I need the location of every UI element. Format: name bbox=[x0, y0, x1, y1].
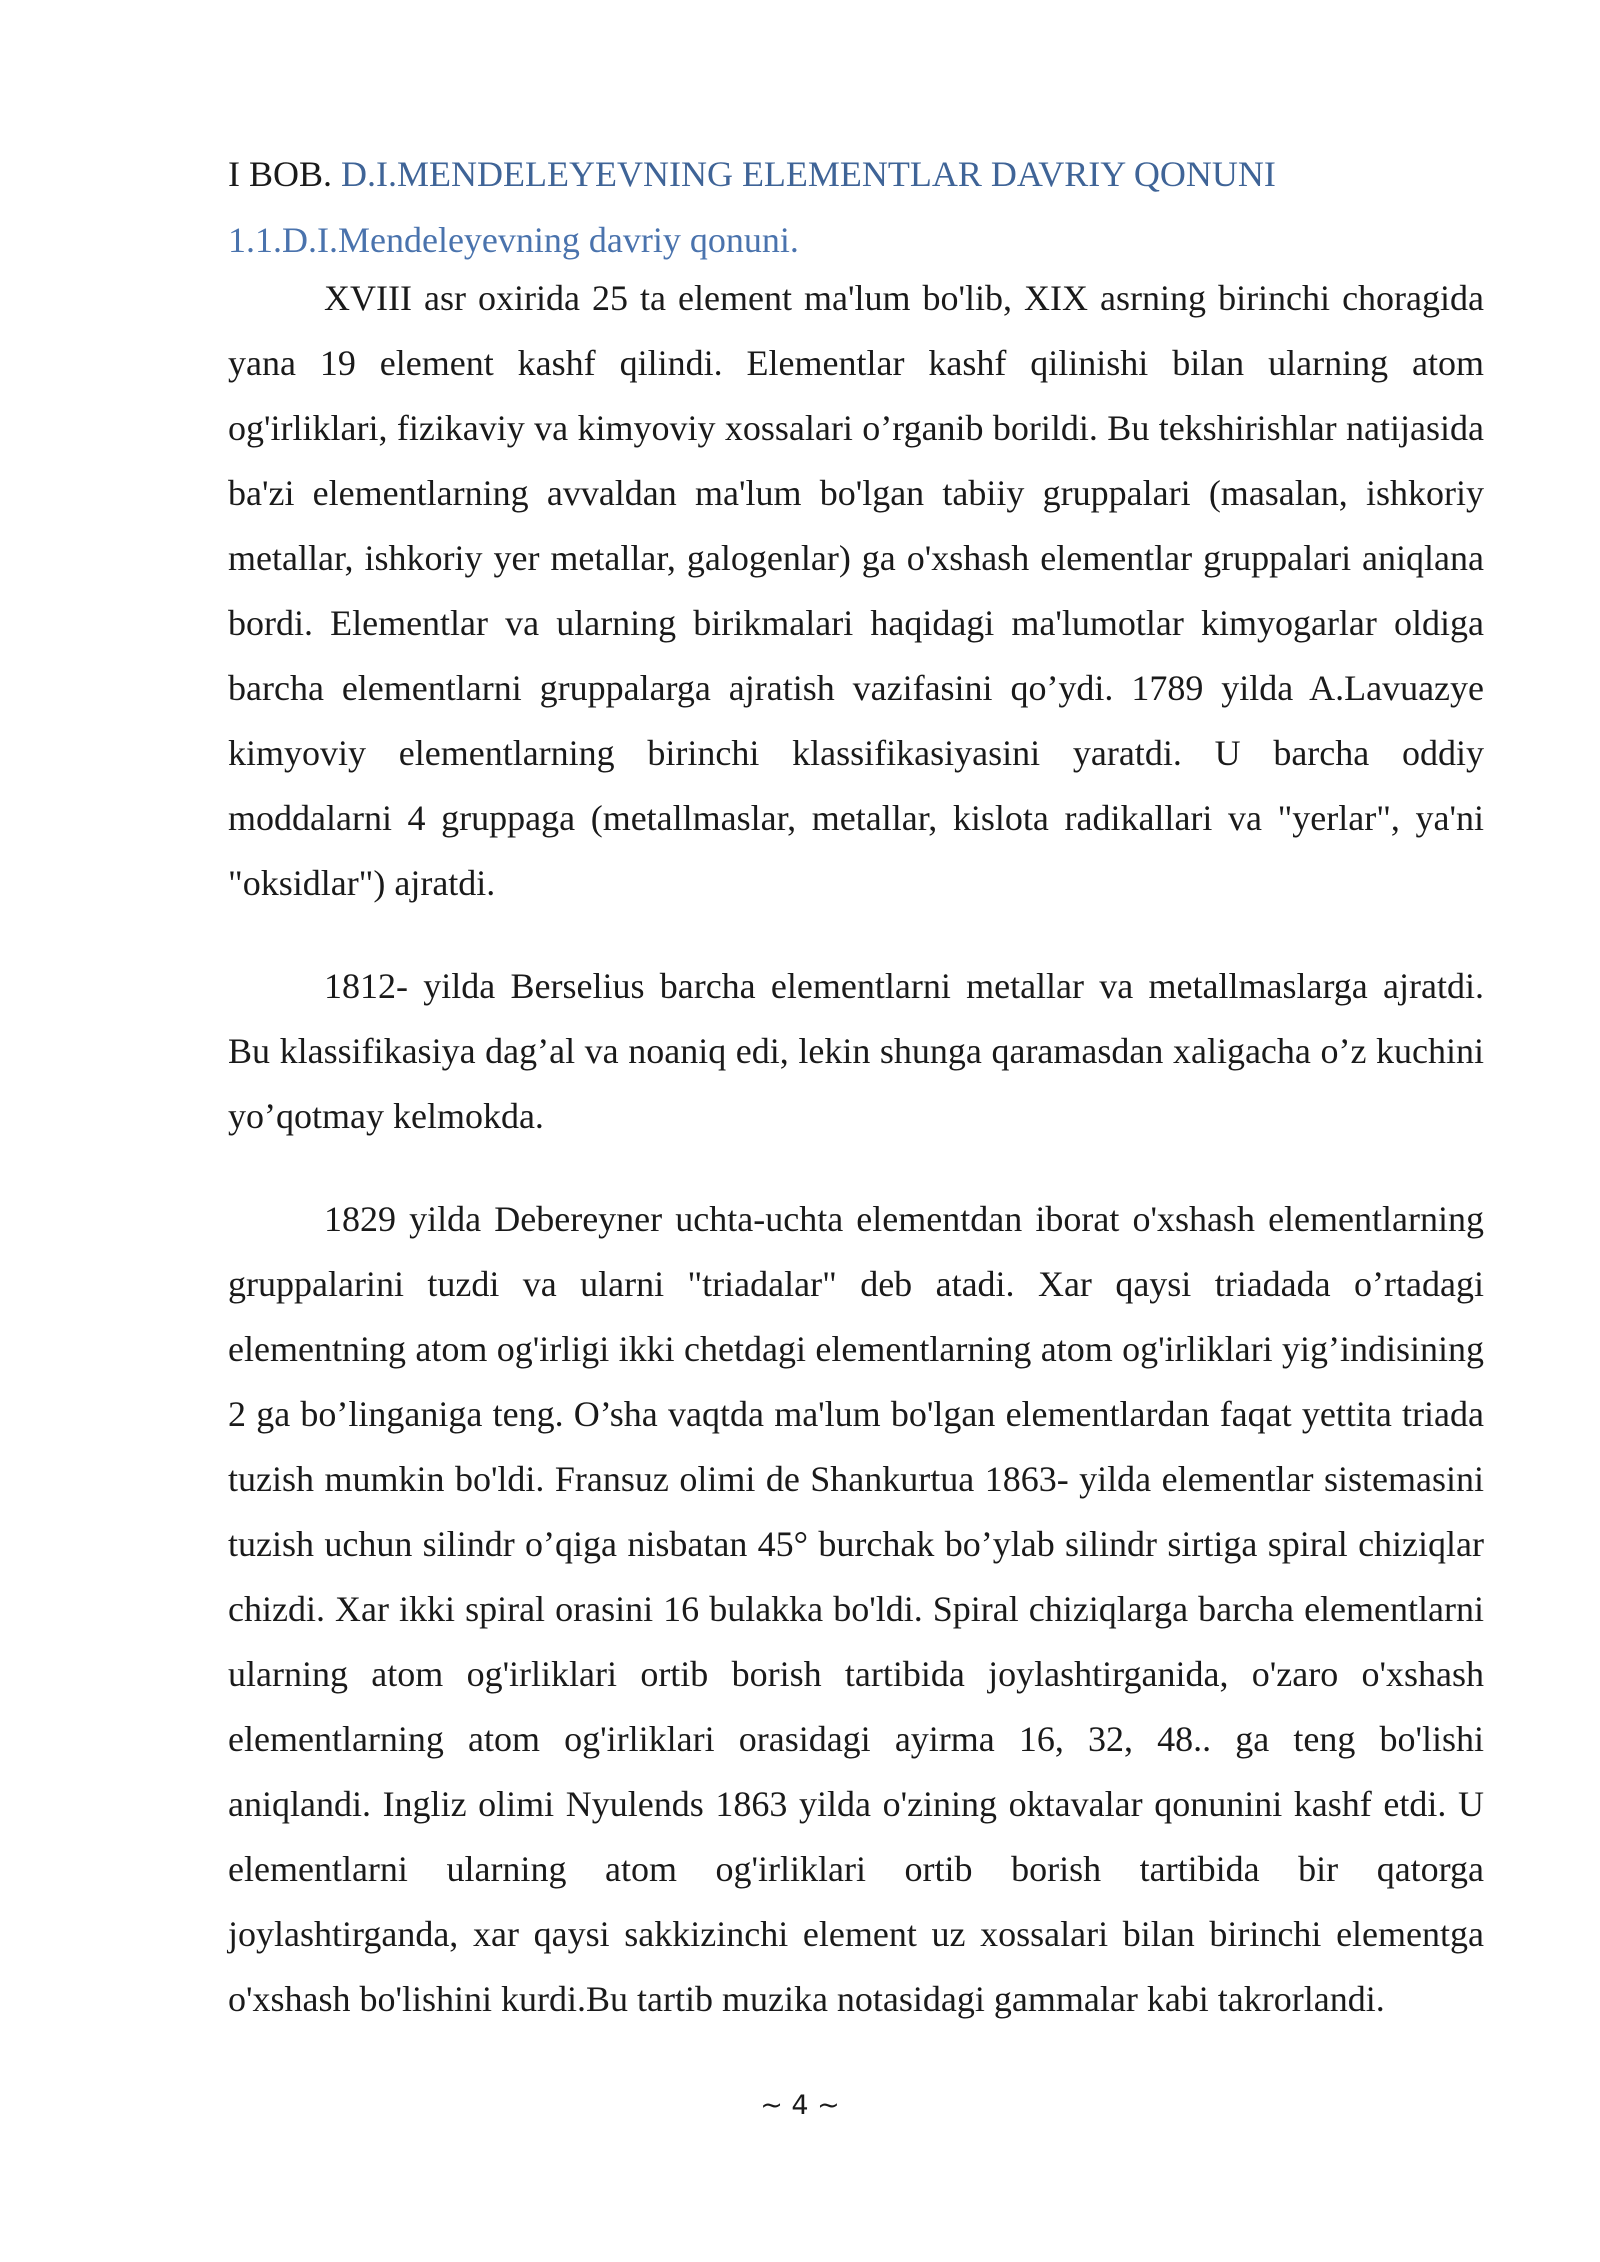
paragraph-3: 1829 yilda Debereyner uchta-uchta elementdan iborat o'xshash elementlarning gruppalarini tuzdi va ularni "triadalar" deb atadi. Xar qaysi triadada o’rtadagi elementning atom og'irligi ikki chetdagi elementlarning atom og'irliklari yig’indisining 2 ga bo’linganiga teng. O’sha vaqtda ma'lum bo'lgan elementlardan faqat yettita triada tuzish mumkin bo'ldi. Fransuz olimi de Shankurtua 1863- yilda elementlar sistemasini tuzish uchun silindr o’qiga nisbatan 45° burchak bo’ylab silindr sirtiga spiral chiziqlar chizdi. Xar ikki spiral orasini 16 bulakka bo'ldi. Spiral chiziqlarga barcha elementlarni ularning atom og'irliklari ortib borish tartibida joylashtirganida, o'zaro o'xshash elementlarning atom og'irliklari orasidagi ayirma 16, 32, 48.. ga teng bo'lishi aniqlandi. Ingliz olimi Nyulends 1863 yilda o'zining oktavalar qonunini kashf etdi. U elementlarni ularning atom og'irliklari ortib borish tartibida bir qatorga joylashtirganda, xar qaysi sakkizinchi element uz xossalari bilan birinchi elementga o'xshash bo'lishini kurdi.Bu tartib muzika notasidagi gammalar kabi takrorlandi. bbox=[228, 1199, 1484, 2019]
document-page bbox=[228, 148, 1484, 2032]
chapter-title-text: D.I.MENDELEYEVNING ELEMENTLAR DAVRIY QONUNI bbox=[341, 154, 1276, 194]
chapter-title bbox=[228, 148, 1484, 200]
paragraph-2: 1812- yilda Berselius barcha elementlarni metallar va metallmaslarga ajratdi. Bu klassifikasiya dag’al va noaniq edi, lekin shunga qaramasdan xaligacha o’z kuchini yo’qotmay kelmokda. bbox=[228, 966, 1484, 1136]
section-title: 1.1.D.I.Mendeleyevning davriy qonuni. bbox=[228, 220, 799, 260]
paragraph-1: XVIII asr oxirida 25 ta element ma'lum bo'lib, XIX asrning birinchi choragida yana 19 element kashf qilindi. Elementlar kashf qilinishi bilan ularning atom og'irliklari, fizikaviy va kimyoviy xossalari o’rganib borildi. Bu tekshirishlar natijasida ba'zi elementlarning avvaldan ma'lum bo'lgan tabiiy gruppalari (masalan, ishkoriy metallar, ishkoriy yer metallar, galogenlar) ga o'xshash elementlar gruppalari aniqlana bordi. Elementlar va ularning birikmalari haqidagi ma'lumotlar kimyogarlar oldiga barcha elementlarni gruppalarga ajratish vazifasini qo’ydi. 1789 yilda A.Lavuazye kimyoviy elementlarning birinchi klassifikasiyasini yaratdi. U barcha oddiy moddalarni 4 gruppaga (metallmaslar, metallar, kislota radikallari va "yerlar", ya'ni "oksidlar") ajratdi. bbox=[228, 278, 1484, 903]
page-number: ~ 4 ~ bbox=[760, 2090, 840, 2121]
chapter-prefix: I BOB. bbox=[228, 154, 333, 194]
